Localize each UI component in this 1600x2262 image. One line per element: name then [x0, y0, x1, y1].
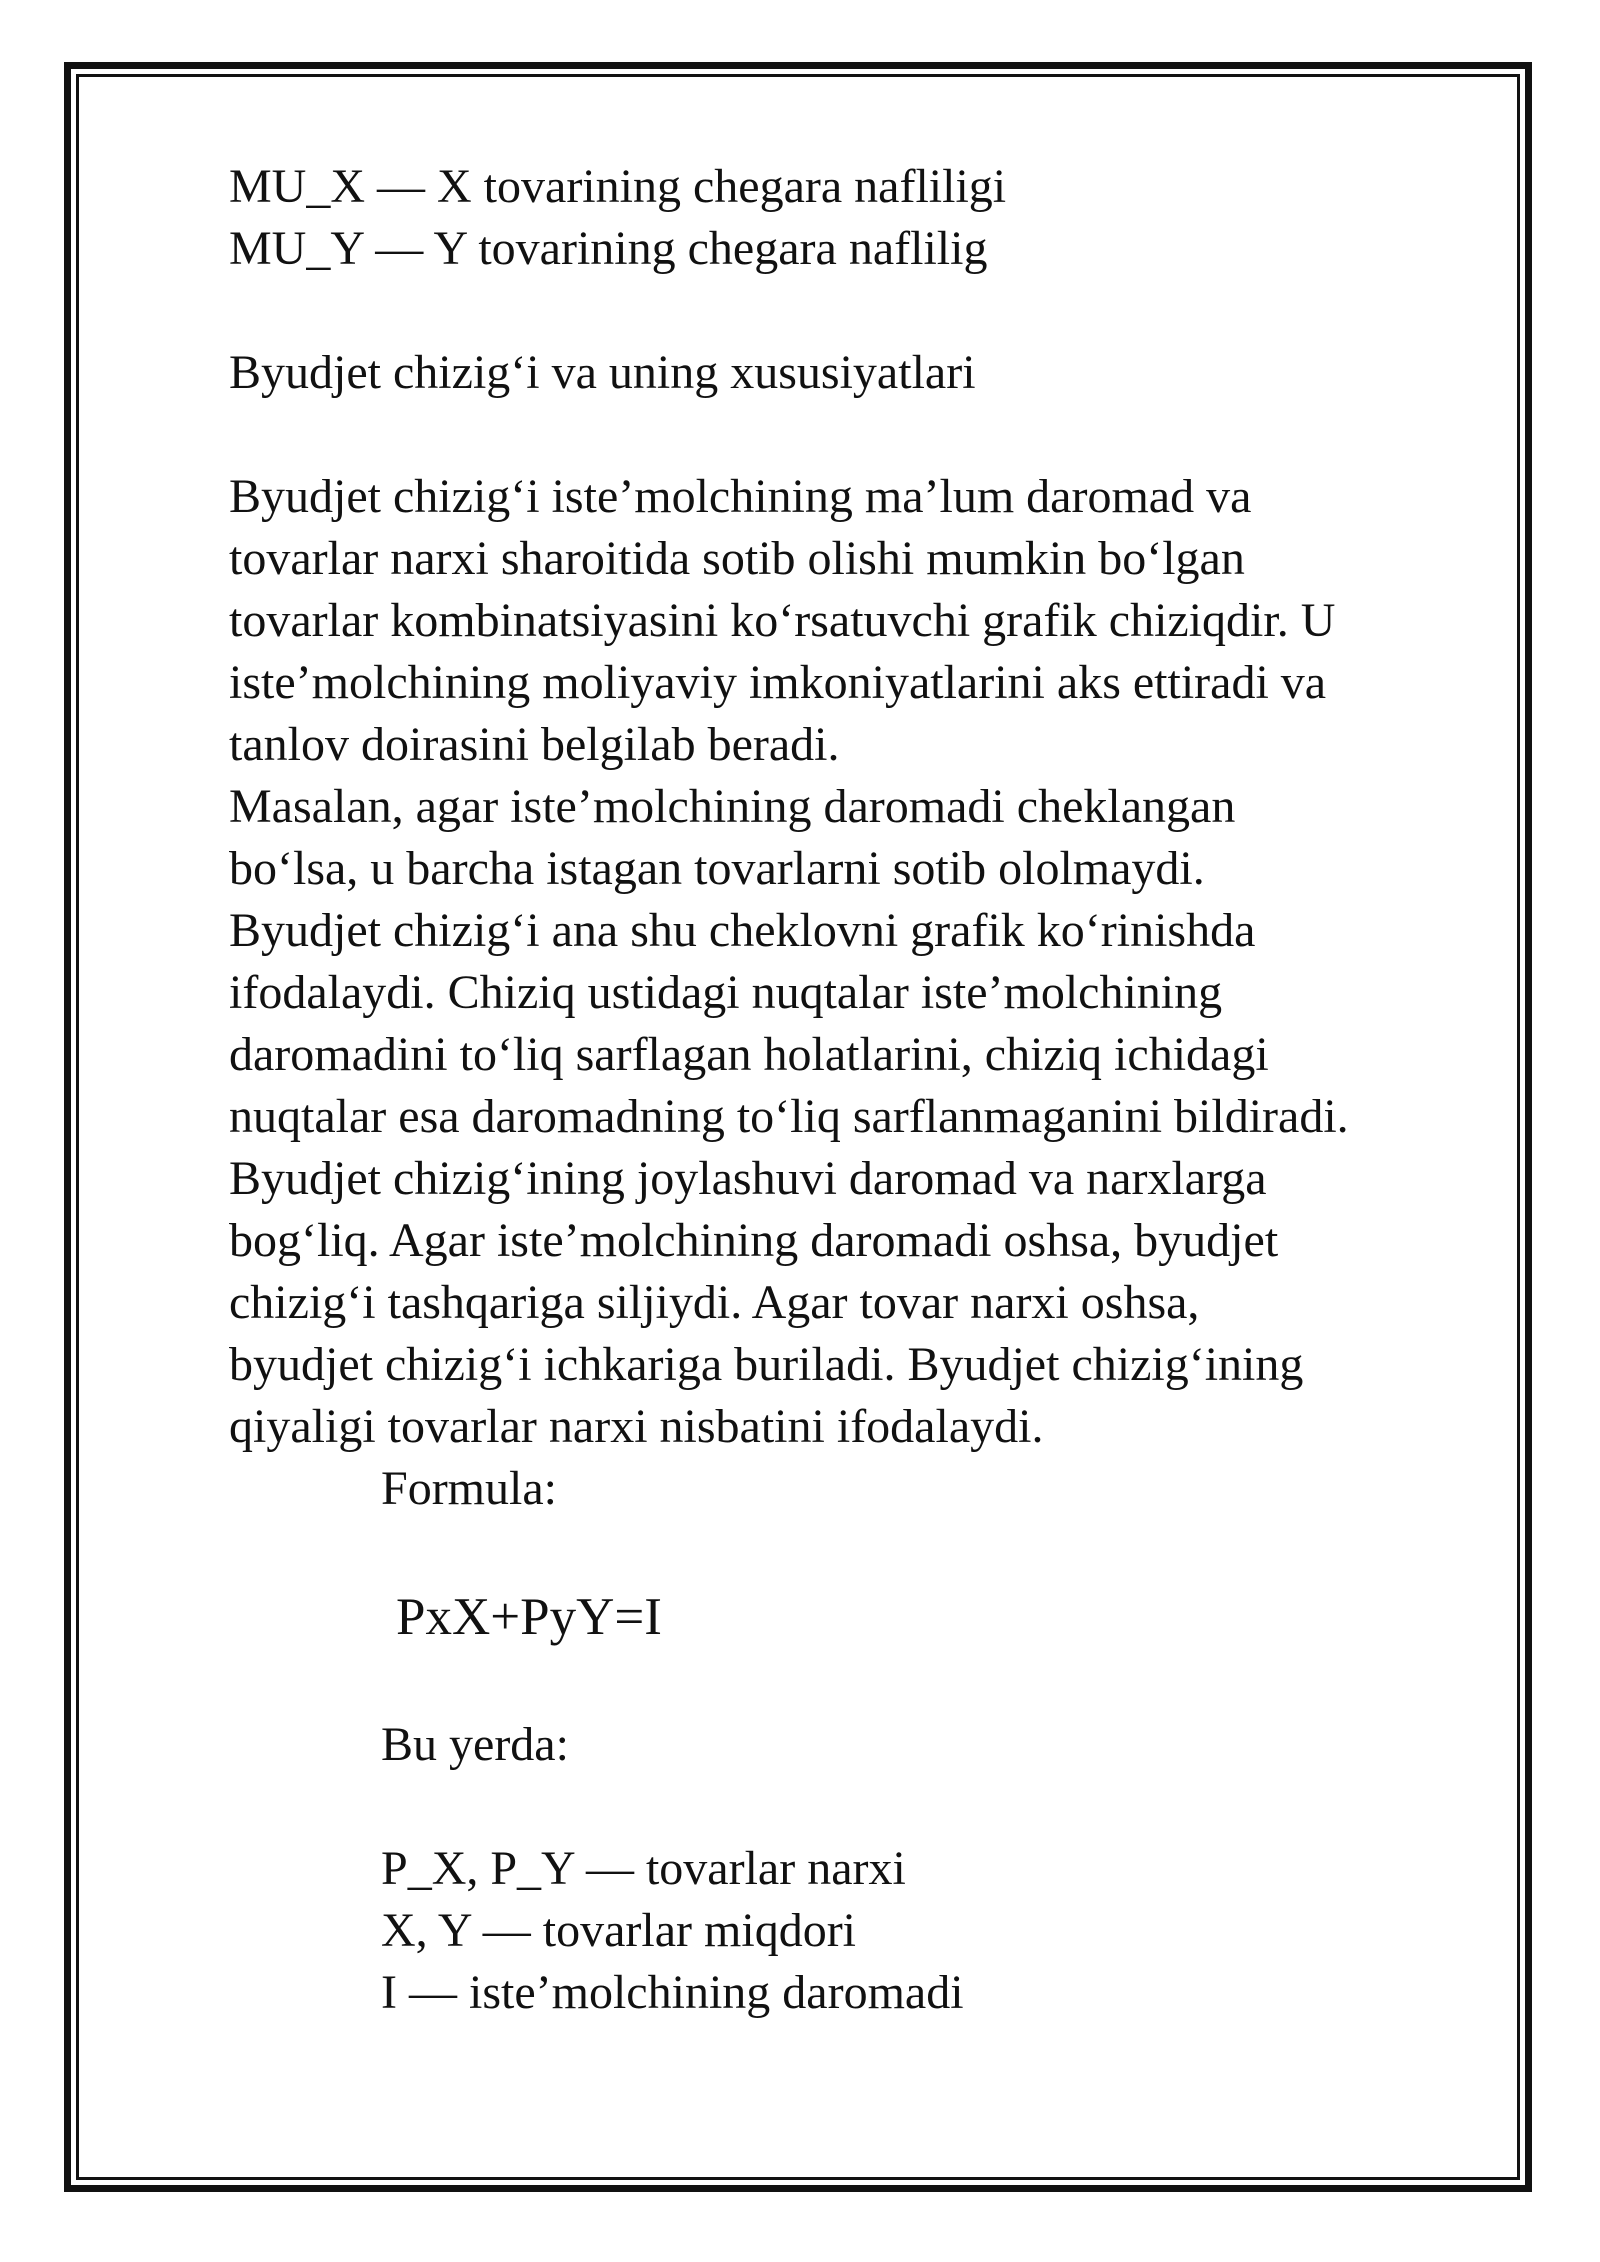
paragraph-line: qiyaligi tovarlar narxi nisbatini ifodalaydi.	[229, 1400, 1044, 1453]
paragraph-line: tovarlar narxi sharoitida sotib olishi mumkin bo‘lgan	[229, 532, 1245, 585]
spacer	[229, 1520, 1529, 1582]
section-title: Byudjet chizig‘i va uning xususiyatlari	[229, 346, 976, 399]
paragraph-line: Masalan, agar iste’molchining daromadi cheklangan	[229, 780, 1236, 833]
paragraph-line: tanlov doirasini belgilab beradi.	[229, 718, 840, 771]
spacer	[229, 1652, 1529, 1714]
spacer	[229, 404, 1529, 466]
paragraph-line: ifodalaydi. Chiziq ustidagi nuqtalar iste’molchining	[229, 966, 1223, 1019]
legend-line: I — iste’molchining daromadi	[381, 1966, 964, 2019]
spacer	[229, 1776, 1529, 1838]
paragraph-line: byudjet chizig‘i ichkariga buriladi. Byudjet chizig‘ining	[229, 1338, 1304, 1391]
paragraph-line: bo‘lsa, u barcha istagan tovarlarni sotib ololmaydi.	[229, 842, 1205, 895]
formula: PxX+PyY=I	[396, 1588, 662, 1646]
definition-line: MU_Y — Y tovarining chegara naflilig	[229, 222, 988, 275]
paragraph-line: chizig‘i tashqariga siljiydi. Agar tovar narxi oshsa,	[229, 1276, 1200, 1329]
spacer	[229, 280, 1529, 342]
paragraph-line: nuqtalar esa daromadning to‘liq sarflanmaganini bildiradi.	[229, 1090, 1349, 1143]
paragraph-line: iste’molchining moliyaviy imkoniyatlarini aks ettiradi va	[229, 656, 1327, 709]
paragraph-line: daromadini to‘liq sarflagan holatlarini, chiziq ichidagi	[229, 1028, 1269, 1081]
paragraph-line: tovarlar kombinatsiyasini ko‘rsatuvchi grafik chiziqdir. U	[229, 594, 1336, 647]
document-body	[229, 156, 1529, 2024]
legend-line: X, Y — tovarlar miqdori	[381, 1904, 857, 1957]
definition-line: MU_X — X tovarining chegara nafliligi	[229, 160, 1007, 213]
formula-label: Formula:	[381, 1462, 557, 1515]
paragraph-line: Byudjet chizig‘ining joylashuvi daromad va narxlarga	[229, 1152, 1267, 1205]
paragraph-line: Byudjet chizig‘i iste’molchining ma’lum daromad va	[229, 470, 1252, 523]
legend-line: P_X, P_Y — tovarlar narxi	[381, 1842, 906, 1895]
paragraph-line: bog‘liq. Agar iste’molchining daromadi oshsa, byudjet	[229, 1214, 1279, 1267]
where-label: Bu yerda:	[381, 1718, 569, 1771]
paragraph-line: Byudjet chizig‘i ana shu cheklovni grafik ko‘rinishda	[229, 904, 1256, 957]
paragraph	[229, 466, 1529, 1458]
